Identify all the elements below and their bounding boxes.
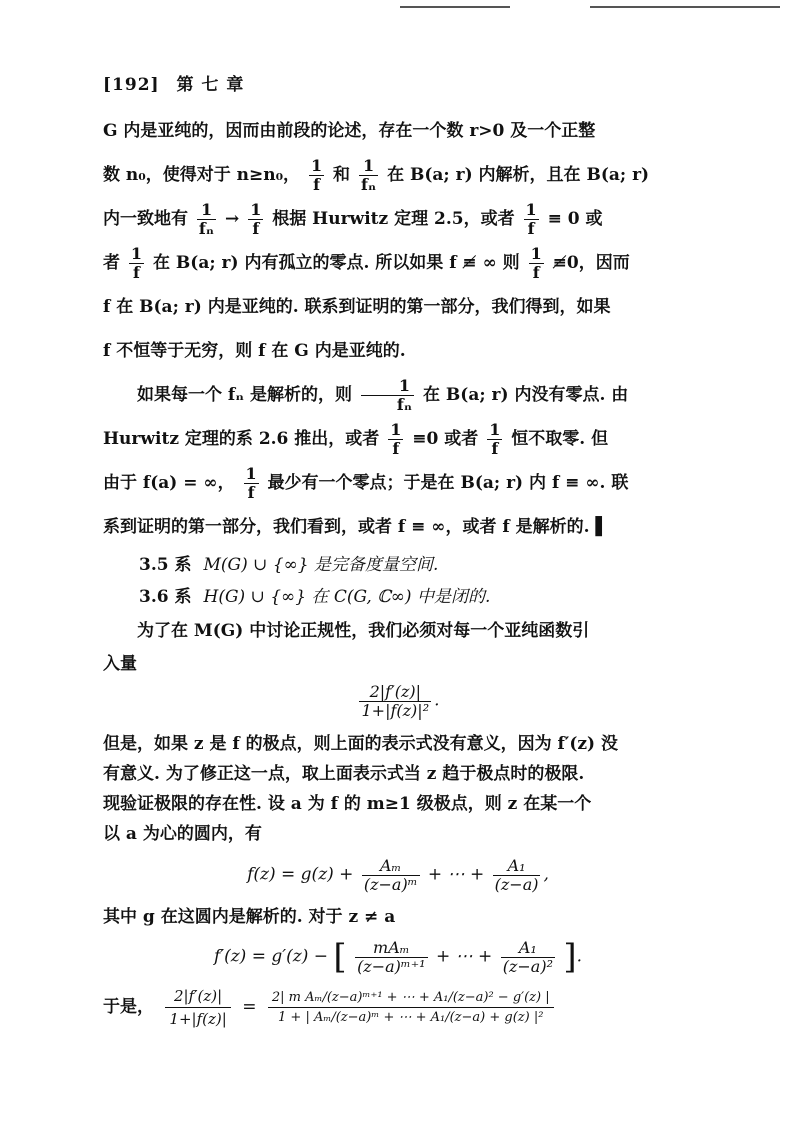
p1-l2-text-c: 在 B(a; r) 内解析，且在 B(a; r) [387, 165, 650, 185]
formula-4 [103, 987, 693, 1028]
p1-line-3 [103, 197, 693, 241]
page-header [103, 70, 693, 95]
corollary-3-5-text: M(G) ∪ {∞} 是完备度量空间. [203, 555, 439, 575]
fraction-one-over-fn: $\frac{1}{\text{fₙ}}$ [198, 200, 215, 238]
p2-line-3 [103, 461, 693, 505]
p2-l1-text-b: 在 B(a; r) 内没有零点. 由 [423, 385, 629, 405]
formula-3: f′(z) = g′(z) − [ $\frac{\text{mAₘ}}{\text{(z−a)ᵐ⁺¹}}$ + ⋯ + $\frac{\text{A₁}}{\text{(z−a)²}}$ ]. [213, 937, 583, 978]
p1-line-2 [103, 153, 693, 197]
p2-l3-text-b: 最少有一个零点；于是在 B(a; r) 内 f ≡ ∞. 联 [267, 473, 629, 493]
paragraph-1 [103, 109, 693, 373]
p2-line-2 [103, 417, 693, 461]
p1-l3-text-b: 根据 Hurwitz 定理 2.5，或者 [272, 209, 515, 229]
page-number: [192] [103, 75, 160, 95]
page-content [103, 70, 693, 1028]
paragraph-3 [103, 613, 693, 679]
p3-line-1: 为了在 M(G) 中讨论正规性，我们必须对每一个亚纯函数引 [137, 621, 590, 641]
formula-4-equals: = [242, 997, 257, 1018]
p4-line-2: 有意义. 为了修正这一点，取上面表示式当 z 趋于极点时的极限. [103, 764, 585, 785]
p4-line-4: 以 a 为心的圆内，有 [103, 824, 262, 845]
p2-l2-text-b: ≡0 或者 [412, 429, 479, 449]
fraction-one-over-fn: $\frac{1}{\text{fₙ}}$ [360, 156, 377, 194]
fraction-one-over-f: $\frac{1}{f}$ [245, 464, 257, 502]
p4-line-3: 现验证极限的存在性. 设 a 为 f 的 m≥1 级极点，则 z 在某一个 [103, 794, 592, 815]
formula-4-left-fraction: $\frac{2|f'(z)|}{1+|f(z)|}$ [165, 987, 230, 1028]
corollary-3-6-text: H(G) ∪ {∞} 在 C(G, ℂ∞) 中是闭的. [203, 587, 491, 607]
corollary-3-5-number: 3.5 系 [139, 555, 192, 575]
corollary-3-5 [103, 549, 693, 581]
p1-line-1: G 内是亚纯的，因而由前段的论述，存在一个数 r>0 及一个正整 [103, 121, 596, 141]
paragraph-5 [103, 903, 693, 931]
fraction-one-over-f: $\frac{1}{f}$ [530, 244, 542, 282]
p1-l4-text-a: 者 [103, 253, 120, 273]
p2-l2-text-c: 恒不取零. 但 [511, 429, 609, 449]
p1-line-6: f 不恒等于无穷，则 f 在 G 内是亚纯的. [103, 341, 406, 361]
p2-line-1 [103, 373, 693, 417]
formula-2-lhs: f(z) = g(z) + [247, 864, 354, 885]
corollary-3-6-number: 3.6 系 [139, 587, 192, 607]
p5-line-1: 其中 g 在这圆内是解析的. 对于 z ≠ a [103, 907, 396, 928]
fraction-one-over-f: $\frac{1}{f}$ [489, 420, 501, 458]
p1-line-4 [103, 241, 693, 285]
fraction-one-over-f: $\frac{1}{f}$ [390, 420, 402, 458]
p3-line-2: 入量 [103, 654, 137, 674]
p1-l4-text-b: 在 B(a; r) 内有孤立的零点. 所以如果 f ≢ ∞ 则 [152, 253, 520, 273]
formula-3-term-2: $\frac{\text{A₁}}{\text{(z−a)²}}$ [502, 938, 553, 976]
fraction-one-over-f: $\frac{1}{f}$ [130, 244, 143, 282]
formula-3-lhs: f′(z) = g′(z) − [213, 946, 328, 967]
corollary-3-6 [103, 581, 693, 613]
formula-1: $\frac{2|f'(z)|}{\text{1+|f(z)|²}}$ . [361, 682, 440, 720]
paragraph-4 [103, 729, 693, 849]
formula-1-fraction: $\frac{2|f'(z)|}{\text{1+|f(z)|²}}$ [361, 682, 430, 720]
formula-3-mid: + ⋯ + [436, 946, 493, 967]
p2-line-4: 系到证明的第一部分，我们看到，或者 f ≡ ∞，或者 f 是解析的. ▌ [103, 517, 609, 537]
fraction-one-over-f: $\frac{1}{f}$ [525, 200, 537, 238]
chapter-title: 第 七 章 [176, 75, 245, 95]
p1-l3-text-c: ≡ 0 或 [547, 209, 603, 229]
fraction-one-over-f: $\frac{1}{f}$ [250, 200, 262, 238]
fraction-one-over-fn: $\frac{1}{\text{fₙ}}$ [361, 377, 414, 413]
formula-4-right-fraction: $\frac{\text{2| m Aₘ/(z−a)ᵐ⁺¹ + ⋯ + A₁/(z−a)² − g′(z) |}}{\text{1 + | Aₘ/(z−a)ᵐ + ⋯ + A₁/(z−a) + g(z) |²}}$ [268, 990, 554, 1025]
top-rule-right [590, 6, 780, 8]
formula-2-mid: + ⋯ + [427, 864, 485, 885]
fraction-one-over-f: $\frac{1}{f}$ [310, 156, 323, 194]
p1-l3-text-a: 内一致地有 [103, 209, 188, 229]
formula-4-prefix: 于是， [103, 997, 154, 1018]
p4-line-1: 但是，如果 z 是 f 的极点，则上面的表示式没有意义，因为 f′(z) 没 [103, 734, 619, 755]
p1-l2-text-a: 数 n₀，使得对于 n≥n₀， [103, 165, 301, 185]
p1-l2-text-b: 和 [333, 165, 351, 185]
p2-l2-text-a: Hurwitz 定理的系 2.6 推出，或者 [103, 429, 380, 449]
right-bracket: ] [563, 937, 577, 978]
formula-2: f(z) = g(z) + $\frac{\text{Aₘ}}{\text{(z−a)ᵐ}}$ + ⋯ + $\frac{\text{A₁}}{(z-a)}$ , [247, 856, 549, 894]
paragraph-2 [103, 373, 693, 549]
p2-l1-text-a: 如果每一个 fₙ 是解析的，则 [137, 385, 352, 405]
left-bracket: [ [333, 937, 347, 978]
p2-l3-text-a: 由于 f(a) = ∞， [103, 473, 235, 493]
formula-2-term-1: $\frac{\text{Aₘ}}{\text{(z−a)ᵐ}}$ [363, 856, 418, 894]
p1-l4-text-c: ≢0，因而 [552, 253, 630, 273]
top-rule-left [400, 6, 510, 8]
arrow-symbol: → [225, 209, 240, 229]
formula-3-term-1: $\frac{\text{mAₘ}}{\text{(z−a)ᵐ⁺¹}}$ [357, 938, 426, 976]
p1-line-5: f 在 B(a; r) 内是亚纯的. 联系到证明的第一部分，我们得到，如果 [103, 297, 611, 317]
formula-2-term-2: $\frac{\text{A₁}}{(z-a)}$ [494, 856, 539, 894]
